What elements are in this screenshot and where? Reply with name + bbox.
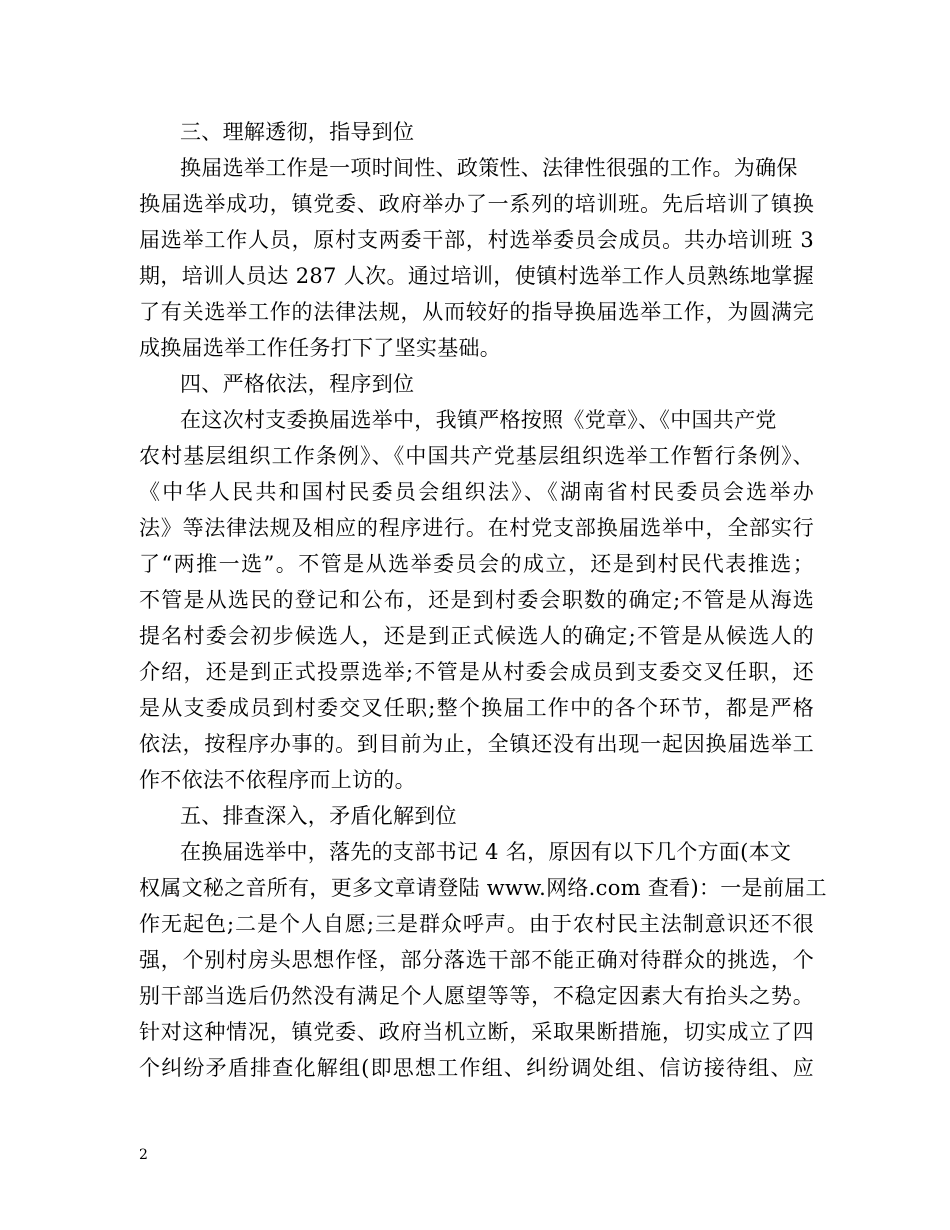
text-line: 提名村委会初步候选人，还是到正式候选人的确定;不管是从候选人的 xyxy=(139,624,814,648)
text-line: 换届选举成功，镇党委、政府举办了一系列的培训班。先后培训了镇换 xyxy=(139,192,814,216)
text-line: 在这次村支委换届选举中，我镇严格按照《党章》、《中国共产党 xyxy=(180,408,777,432)
text-line: 强，个别村房头思想作怪，部分落选干部不能正确对待群众的挑选，个 xyxy=(139,948,814,972)
text-line: 农村基层组织工作条例》、《中国共产党基层组织选举工作暂行条例》、 xyxy=(139,444,814,468)
text-line: 了有关选举工作的法律法规，从而较好的指导换届选举工作，为圆满完 xyxy=(139,300,814,324)
text-line: 在换届选举中，落先的支部书记 4 名，原因有以下几个方面(本文 xyxy=(180,840,792,864)
text-line: 介绍，还是到正式投票选举;不管是从村委会成员到支委交叉任职，还 xyxy=(139,660,814,684)
page-number: 2 xyxy=(139,1147,148,1163)
text-line: 作不依法不依程序而上访的。 xyxy=(139,768,416,792)
heading-section-3: 三、理解透彻，指导到位 xyxy=(180,120,415,144)
text-line: 成换届选举工作任务打下了坚实基础。 xyxy=(139,336,502,360)
text-line: 权属文秘之音所有，更多文章请登陆 www.网络.com 查看)：一是前届工 xyxy=(139,876,827,900)
text-line: 换届选举工作是一项时间性、政策性、法律性很强的工作。为确保 xyxy=(180,156,798,180)
text-line: 别干部当选后仍然没有满足个人愿望等等，不稳定因素大有抬头之势。 xyxy=(139,984,814,1008)
text-line: 《中华人民共和国村民委员会组织法》、《湖南省村民委员会选举办 xyxy=(139,480,814,504)
heading-section-5: 五、排查深入，矛盾化解到位 xyxy=(180,804,457,828)
text-line: 个纠纷矛盾排查化解组(即思想工作组、纠纷调处组、信访接待组、应 xyxy=(139,1056,814,1080)
text-line: 作无起色;二是个人自愿;三是群众呼声。由于农村民主法制意识还不很 xyxy=(139,912,814,936)
heading-section-4: 四、严格依法，程序到位 xyxy=(180,372,415,396)
text-line: 不管是从选民的登记和公布，还是到村委会职数的确定;不管是从海选 xyxy=(139,588,814,612)
text-line: 是从支委成员到村委交叉任职;整个换届工作中的各个环节，都是严格 xyxy=(139,696,814,720)
text-line: 针对这种情况，镇党委、政府当机立断，采取果断措施，切实成立了四 xyxy=(139,1020,814,1044)
text-line: 届选举工作人员，原村支两委干部，村选举委员会成员。共办培训班 3 xyxy=(139,228,814,252)
text-line: 法》等法律法规及相应的程序进行。在村党支部换届选举中，全部实行 xyxy=(139,516,814,540)
text-line: 依法，按程序办事的。到目前为止，全镇还没有出现一起因换届选举工 xyxy=(139,732,814,756)
text-line: 期，培训人员达 287 人次。通过培训，使镇村选举工作人员熟练地掌握 xyxy=(139,264,814,288)
text-line: 了“两推一选”。不管是从选举委员会的成立，还是到村民代表推选； xyxy=(139,552,814,576)
